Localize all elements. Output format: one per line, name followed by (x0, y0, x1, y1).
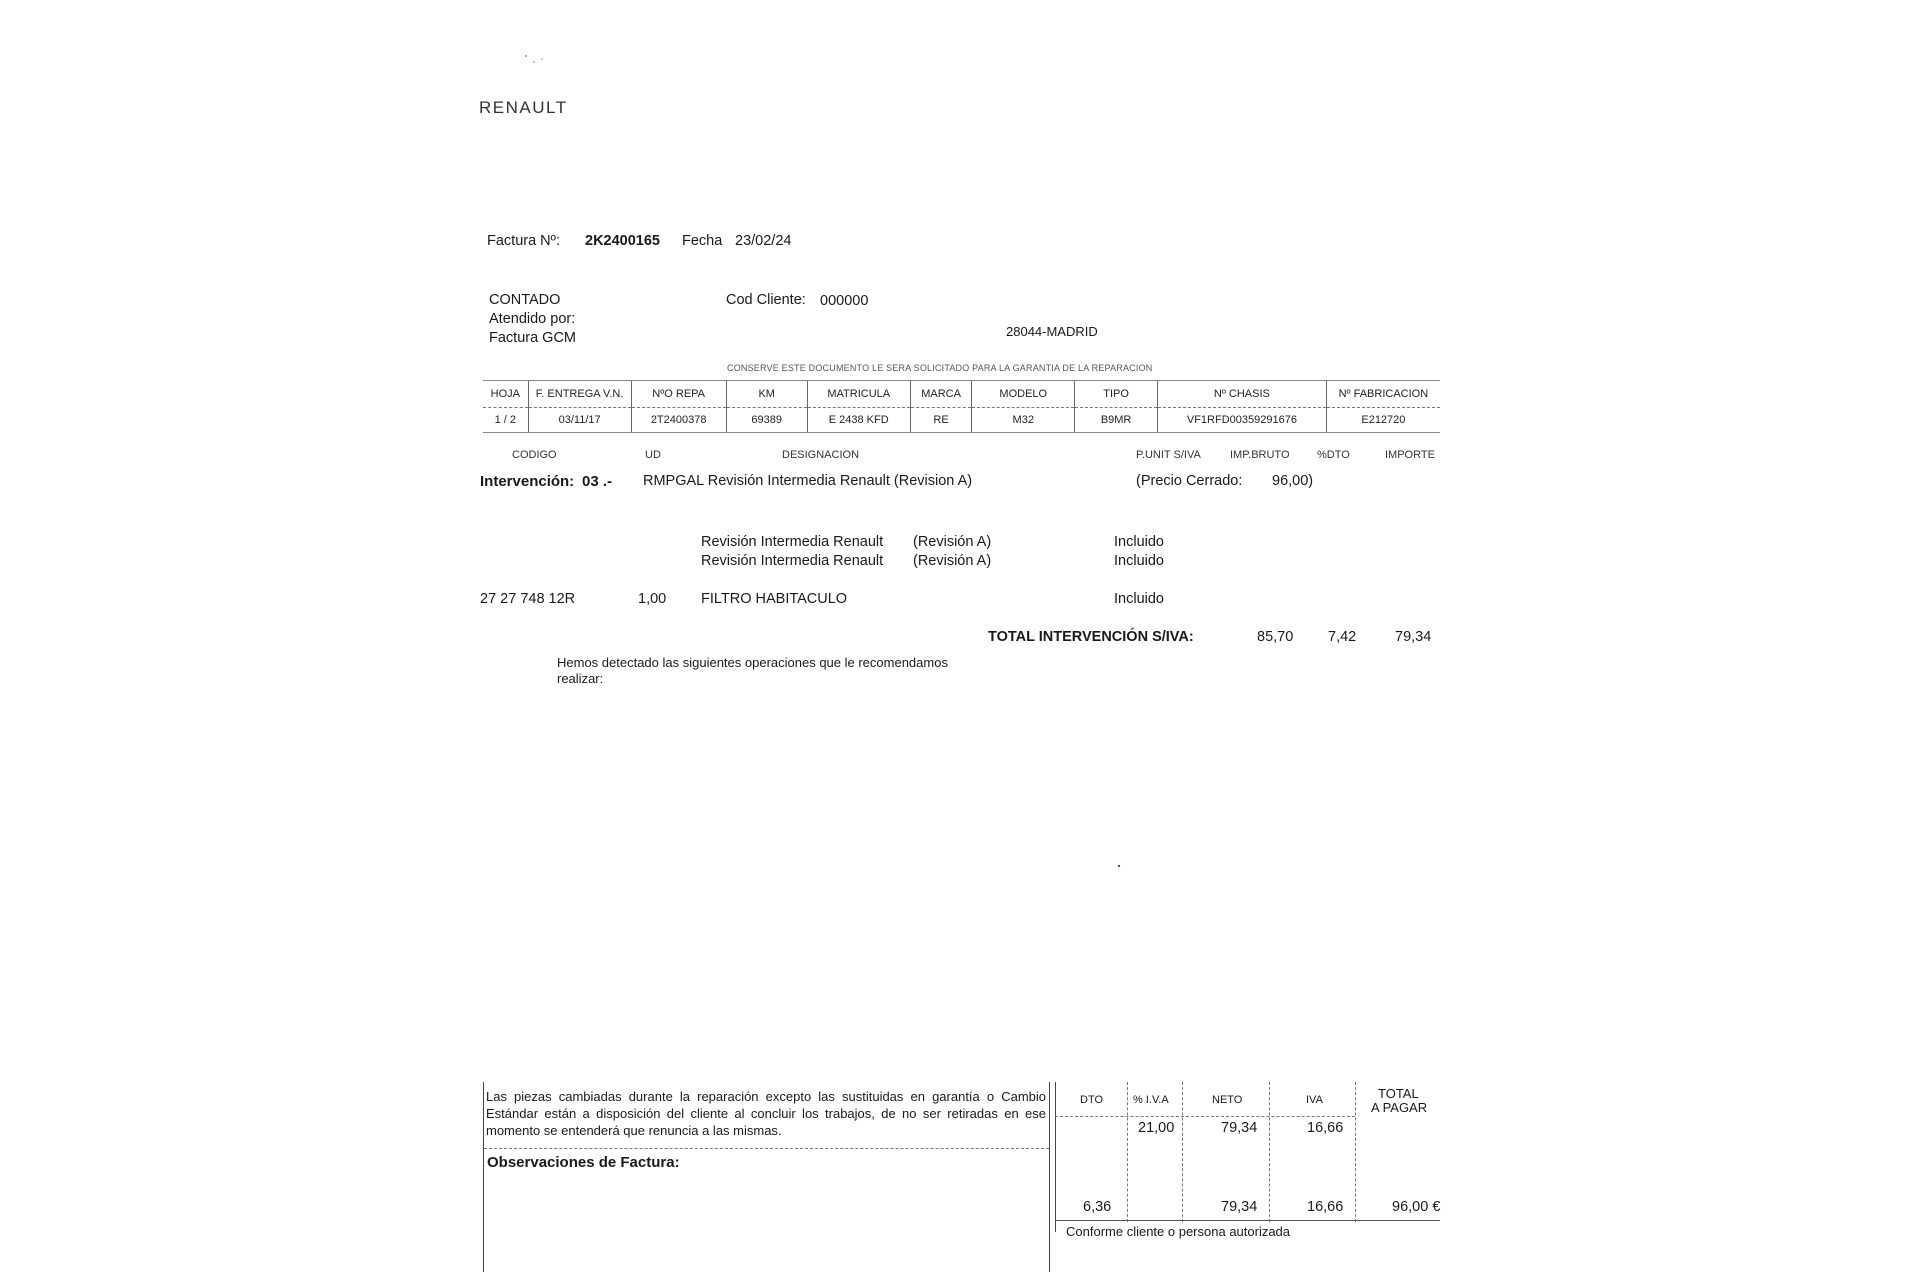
line-item-desc: Revisión Intermedia Renault (701, 553, 884, 569)
header-dto: %DTO (1317, 449, 1350, 461)
line-item-status: Incluido (1114, 553, 1164, 569)
vehicle-table-row (483, 408, 1440, 433)
line-item-qty: 1,00 (638, 591, 667, 607)
header-imp-bruto: IMP.BRUTO (1230, 449, 1290, 461)
totals-header-iva-pct: % I.V.A (1133, 1094, 1169, 1106)
terms-divider (484, 1148, 1049, 1149)
final-row-dto: 6,36 (1083, 1199, 1112, 1215)
col-matricula: MATRICULA (807, 381, 910, 408)
totals-header-neto: NETO (1212, 1094, 1243, 1106)
header-importe: IMPORTE (1385, 449, 1435, 461)
client-code: 000000 (820, 293, 869, 309)
payment-method: CONTADO (489, 292, 561, 308)
totals-box (1055, 1082, 1440, 1232)
total-to-pay: 96,00 € (1392, 1199, 1441, 1215)
line-item-desc: FILTRO HABITACULO (701, 591, 848, 607)
customer-signature-label: Conforme cliente o persona autorizada (1066, 1224, 1291, 1239)
line-item-variant: (Revisión A) (913, 534, 992, 550)
intervention-total-label: TOTAL INTERVENCIÓN S/IVA: (988, 629, 1194, 645)
conserve-notice: CONSERVE ESTE DOCUMENTO LE SERA SOLICITADO PARA LA GARANTIA DE LA REPARACION (727, 363, 1153, 373)
line-item-status: Incluido (1114, 591, 1164, 607)
cell-hoja: 1 / 2 (483, 408, 528, 433)
cell-tipo: B9MR (1075, 408, 1158, 433)
line-item-variant: (Revisión A) (913, 553, 992, 569)
tax-row-neto: 79,34 (1221, 1120, 1258, 1136)
totals-divider (1182, 1082, 1183, 1222)
intervention-total-importe: 79,34 (1395, 629, 1432, 645)
intervention-number: 03 .- (582, 473, 613, 490)
totals-divider (1269, 1082, 1270, 1222)
col-marca: MARCA (910, 381, 972, 408)
totals-header-divider (1055, 1116, 1355, 1117)
vehicle-table-header-row (483, 381, 1440, 408)
tax-row-iva: 16,66 (1307, 1120, 1344, 1136)
totals-header-a-pagar: A PAGAR (1371, 1100, 1428, 1115)
tax-row-iva-pct: 21,00 (1138, 1120, 1175, 1136)
totals-border-left (1055, 1082, 1056, 1232)
header-p-unit: P.UNIT S/IVA (1136, 449, 1201, 461)
col-modelo: MODELO (972, 381, 1075, 408)
totals-header-iva: IVA (1306, 1094, 1323, 1106)
final-row-neto: 79,34 (1221, 1199, 1258, 1215)
intervention-total-bruto: 85,70 (1257, 629, 1294, 645)
attended-by-label: Atendido por: (489, 311, 576, 327)
col-tipo: TIPO (1075, 381, 1158, 408)
brand-logo: RENAULT (479, 98, 568, 117)
totals-bottom-divider (1055, 1220, 1440, 1221)
scan-dot-icon (1117, 864, 1121, 868)
line-item-code: 27 27 748 12R (480, 591, 576, 607)
col-fabricacion: Nº FABRICACION (1326, 381, 1440, 408)
cell-matricula: E 2438 KFD (807, 408, 910, 433)
invoice-date: 23/02/24 (735, 233, 792, 249)
client-city: 28044-MADRID (1006, 324, 1098, 339)
client-code-label: Cod Cliente: (726, 292, 806, 308)
closed-price-label: (Precio Cerrado: (1136, 473, 1243, 489)
cell-fecha-entrega: 03/11/17 (528, 408, 631, 433)
vehicle-info-table (483, 380, 1440, 433)
line-item-desc: Revisión Intermedia Renault (701, 534, 884, 550)
cell-modelo: M32 (972, 408, 1075, 433)
closed-price: 96,00) (1272, 473, 1314, 489)
intervention-label: Intervención: (480, 473, 575, 490)
cell-orden-reparacion: 2T2400378 (631, 408, 726, 433)
col-chasis: Nº CHASIS (1158, 381, 1327, 408)
parts-terms-text: Las piezas cambiadas durante la reparación excepto las sustituidas en garantía o Cambio Estándar están a disposición del cliente al concluir los trabajos, de no ser retiradas en ese momento se entenderá que renuncia a las mismas. (486, 1089, 1046, 1138)
col-fecha-entrega: F. ENTREGA V.N. (528, 381, 631, 408)
col-orden-reparacion: NºO REPA (631, 381, 726, 408)
recommendation-text-cont: realizar: (557, 671, 604, 686)
invoice-number-label: Factura Nº: (487, 233, 560, 249)
line-item-status: Incluido (1114, 534, 1164, 550)
totals-divider (1127, 1082, 1128, 1222)
header-designacion: DESIGNACION (782, 449, 860, 461)
cell-chasis: VF1RFD00359291676 (1158, 408, 1327, 433)
totals-header-dto: DTO (1080, 1094, 1104, 1106)
recommendation-text: Hemos detectado las siguientes operaciones que le recomendamos (557, 655, 948, 670)
scan-speck-icon (520, 52, 548, 66)
invoice-number: 2K2400165 (585, 233, 660, 249)
observations-label: Observaciones de Factura: (487, 1154, 680, 1171)
cell-fabricacion: E212720 (1326, 408, 1440, 433)
cell-marca: RE (910, 408, 972, 433)
intervention-description: RMPGAL Revisión Intermedia Renault (Revision A) (643, 473, 973, 489)
cell-km: 69389 (726, 408, 807, 433)
header-ud: UD (645, 449, 661, 461)
invoice-date-label: Fecha (682, 233, 723, 249)
terms-and-observations-box (483, 1082, 1050, 1272)
final-row-iva: 16,66 (1307, 1199, 1344, 1215)
col-km: KM (726, 381, 807, 408)
col-hoja: HOJA (483, 381, 528, 408)
invoice-type: Factura GCM (489, 330, 577, 346)
totals-header-total: TOTAL (1378, 1086, 1419, 1101)
intervention-total-dto: 7,42 (1328, 629, 1357, 645)
totals-divider (1355, 1082, 1356, 1222)
header-codigo: CODIGO (512, 449, 557, 461)
